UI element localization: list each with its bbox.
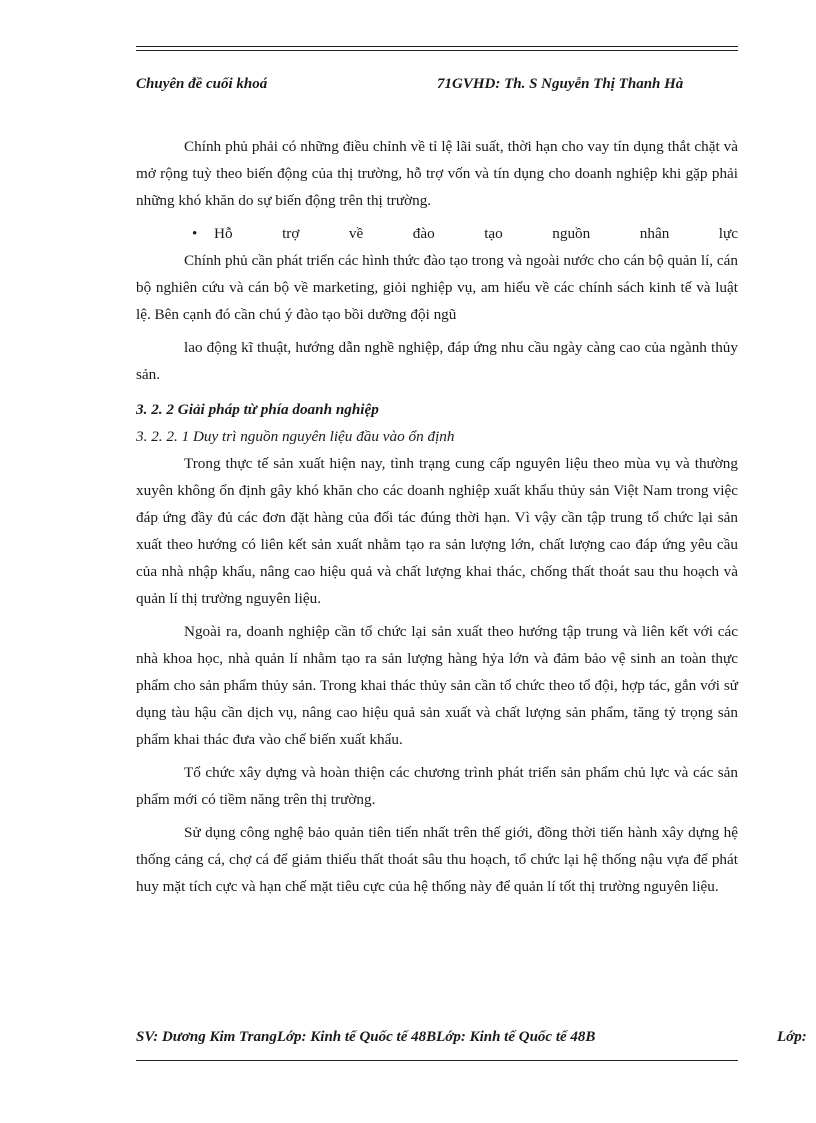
bullet-item	[192, 220, 738, 247]
paragraph-interest-rate: Chính phủ phải có những điều chỉnh về tỉ lệ lãi suất, thời hạn cho vay tín dụng thắt chặt và mở rộng tuỳ theo biến động của thị trường, hỗ trợ vốn và tín dụng cho doanh nghiệp khi gặp phải những khó khăn do sự biến động trên thị trường.	[136, 138, 738, 209]
header-rule-double	[136, 50, 738, 51]
paragraph-products: Tổ chức xây dựng và hoàn thiện các chương trình phát triển sản phẩm chủ lực và các sản phẩm mới có tiềm năng trên thị trường.	[136, 764, 738, 808]
paragraph-raw-material: Trong thực tế sản xuất hiện nay, tình trạng cung cấp nguyên liệu theo mùa vụ và thường xuyên không ổn định gây khó khăn cho các doanh nghiệp xuất khẩu thủy sản Việt Nam trong việc đáp ứng đầy đủ các đơn đặt hàng của đối tác đúng thời hạn. Vì vậy cần tập trung tổ chức lại sản xuất theo hướng có liên kết sản xuất nhằm tạo ra sản lượng lớn, chất lượng cao đáp ứng yêu cầu của nhà nhập khẩu, nâng cao hiệu quả và chất lượng khai thác, chống thất thoát sau thu hoạch và quản lí thị trường nguyên liệu.	[136, 455, 738, 607]
paragraph-enterprise: Ngoài ra, doanh nghiệp cần tổ chức lại sản xuất theo hướng tập trung và liên kết với các nhà khoa học, nhà quản lí nhằm tạo ra sản lượng hàng hỷa lớn và đảm bảo vệ sinh an toàn thực phẩm cho sản phẩm thủy sản. Trong khai thác thủy sản cần tổ chức theo tổ đội, hợp tác, gắn với sử dụng tàu hậu cần dịch vụ, nâng cao hiệu quả sản xuất và chất lượng sản phẩm, tăng tỷ trọng sản phẩm khai thác đưa vào chế biến xuất khẩu.	[136, 623, 738, 748]
subsection-heading: 3. 2. 2. 1 Duy trì nguồn nguyên liệu đầu vào ổn định	[136, 428, 455, 445]
footer-student: SV: Dương Kim TrangLớp: Kinh tế Quốc tế 48BLớp: Kinh tế Quốc tế 48B	[136, 1029, 596, 1045]
header-advisor: 71GVHD: Th. S Nguyễn Thị Thanh Hà	[437, 76, 684, 92]
document-body	[136, 133, 738, 900]
footer-class: Lớp:	[777, 1029, 807, 1045]
section-heading: 3. 2. 2 Giải pháp từ phía doanh nghiệp	[136, 401, 379, 418]
header-title: Chuyên đề cuối khoá	[136, 76, 268, 92]
header-rule	[136, 46, 738, 47]
paragraph-training: Chính phủ cần phát triển các hình thức đào tạo trong và ngoài nước cho cán bộ quản lí, cán bộ nghiên cứu và cán bộ về marketing, giỏi nghiệp vụ, am hiểu về các chính sách kinh tế và luật lệ. Bên cạnh đó cần chú ý đào tạo bồi dưỡng đội ngũ	[136, 252, 738, 323]
paragraph-labor: lao động kĩ thuật, hướng dẫn nghề nghiệp, đáp ứng nhu cầu ngày càng cao của ngành thủy sản.	[136, 339, 738, 383]
paragraph-technology: Sử dụng công nghệ bảo quản tiên tiến nhất trên thế giới, đồng thời tiến hành xây dựng hệ thống cảng cá, chợ cá để giảm thiểu thất thoát sâu thu hoạch, tổ chức lại hệ thống nậu vựa để phát huy mặt tích cực và hạn chế mặt tiêu cực của hệ thống này để quản lí tốt thị trường nguyên liệu.	[136, 824, 738, 895]
bullet-dot-icon: •	[192, 225, 198, 242]
footer-rule	[136, 1060, 738, 1061]
bullet-text: Hỗ trợ về đào tạo nguồn nhân lực	[214, 225, 738, 242]
spacer	[136, 388, 738, 394]
